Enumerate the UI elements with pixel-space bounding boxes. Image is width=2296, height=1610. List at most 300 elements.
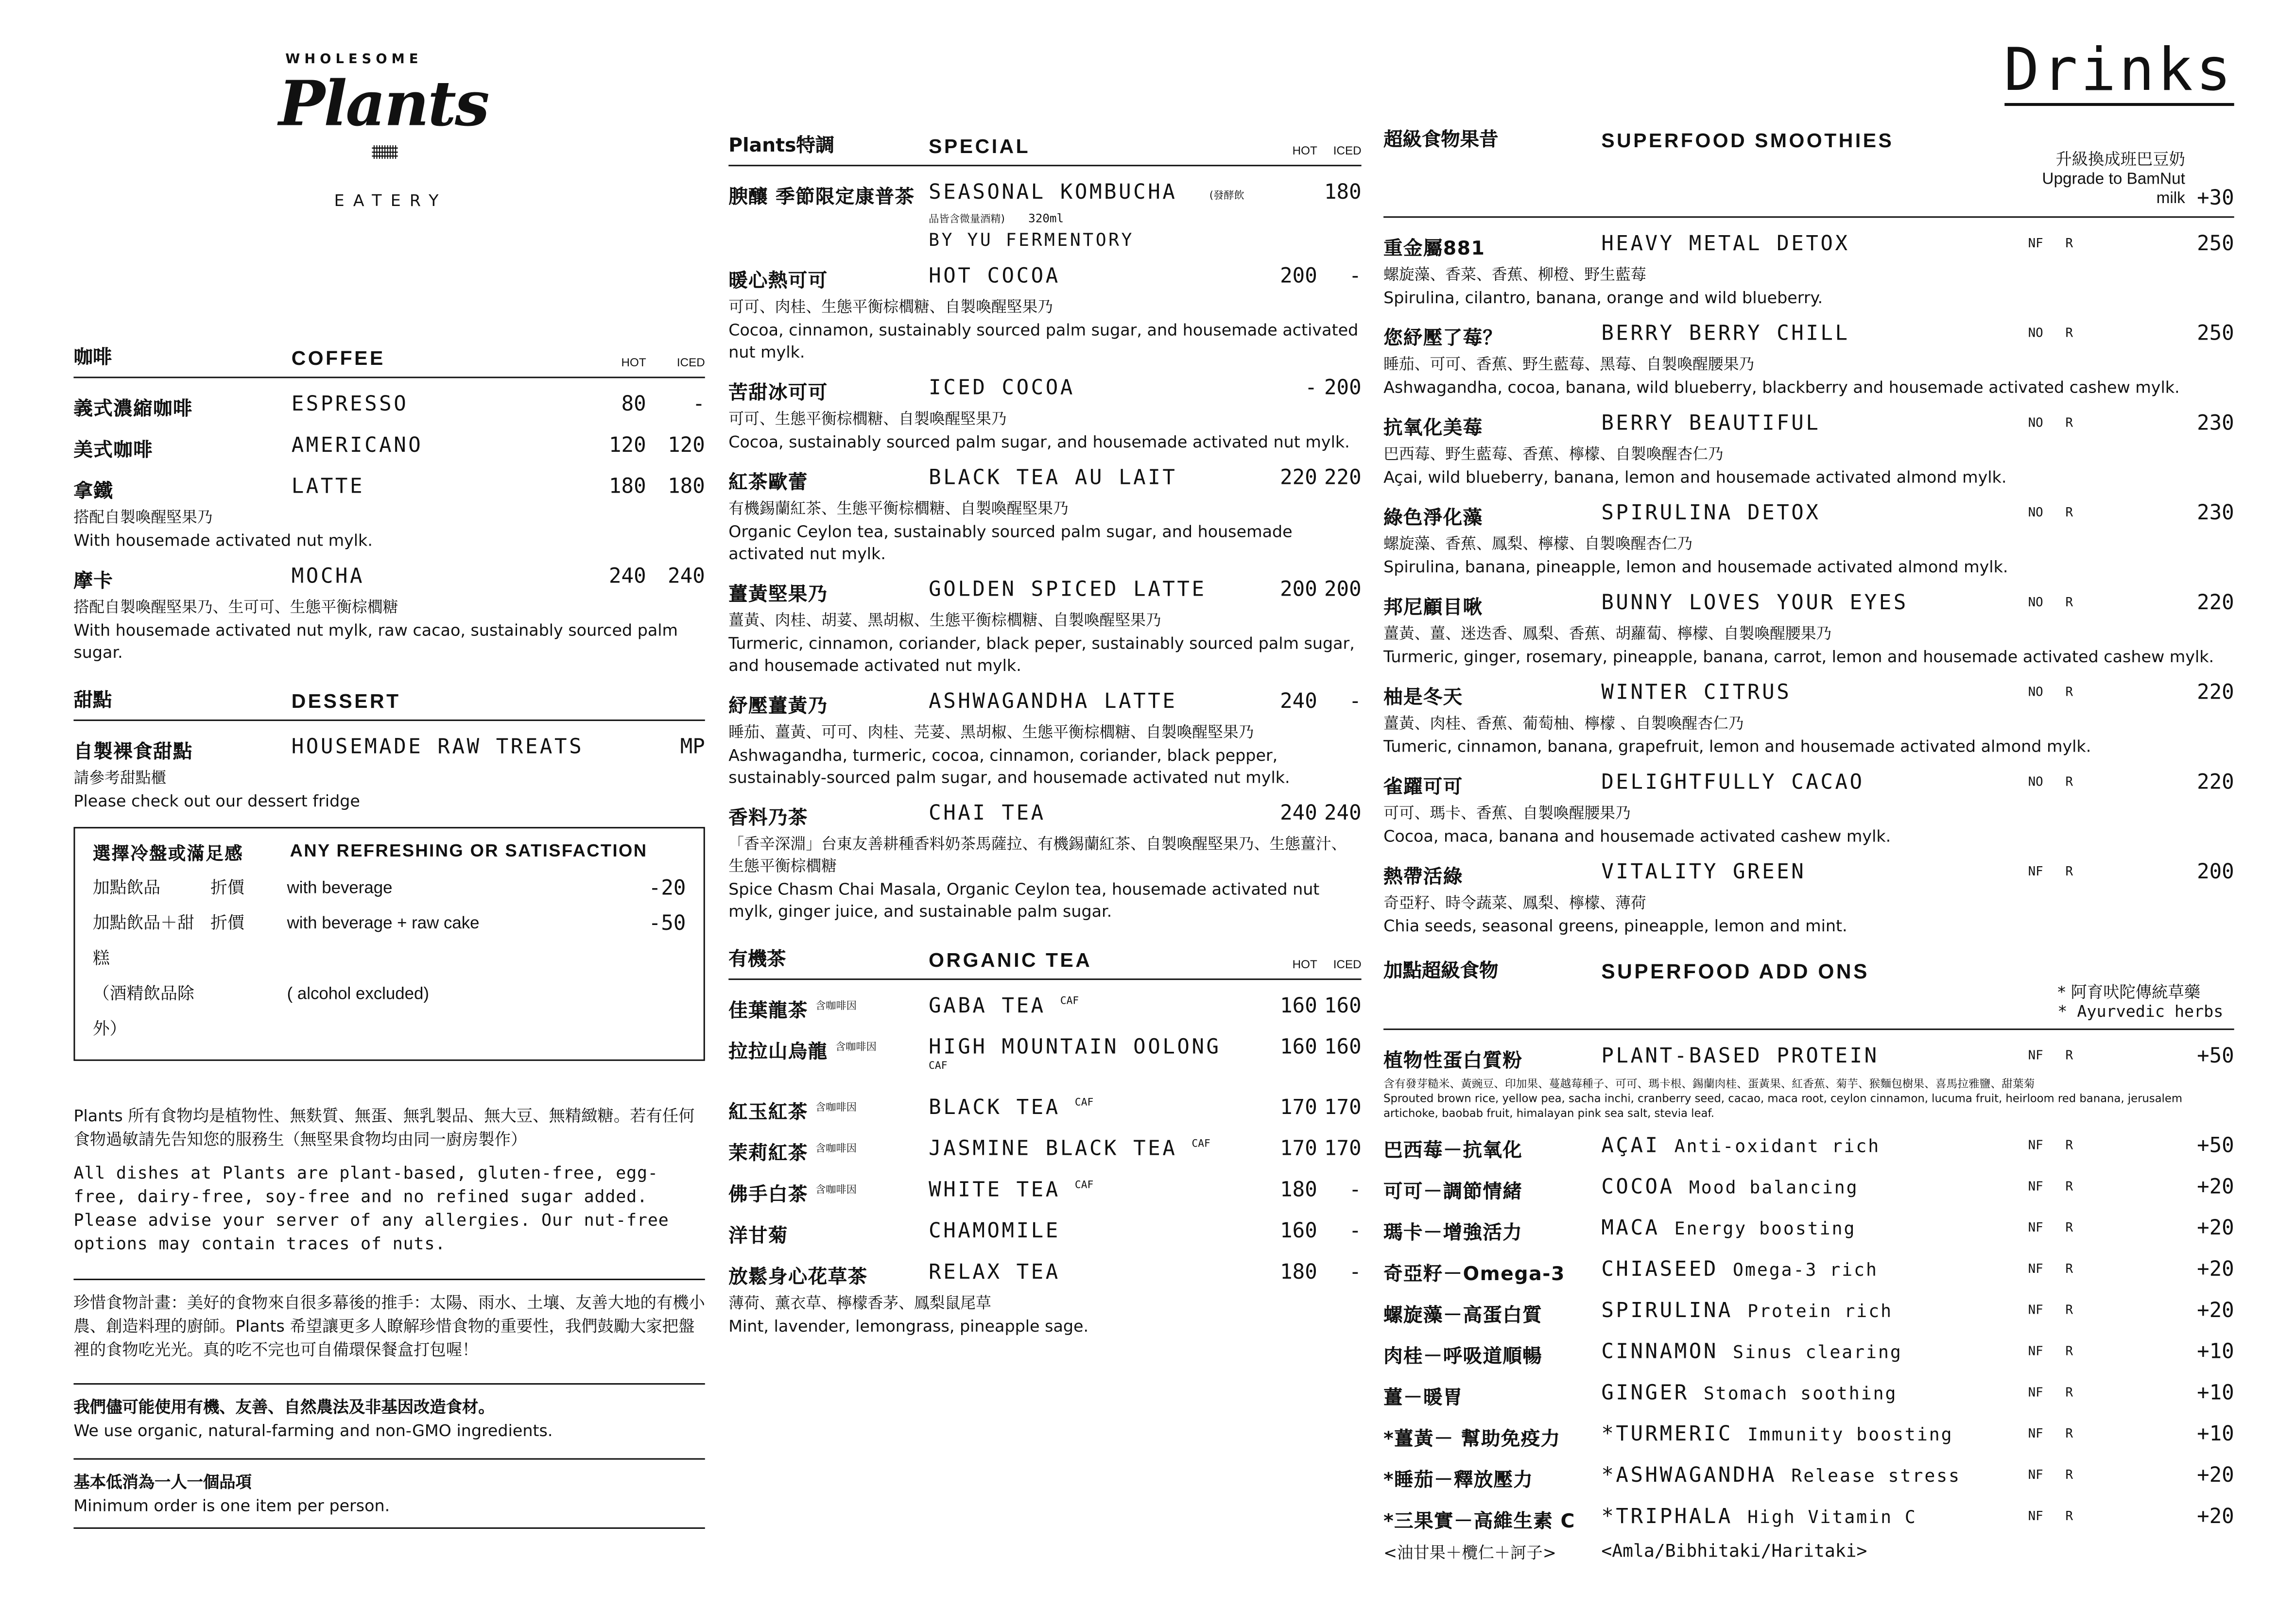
item-description xyxy=(728,499,1361,565)
item-name-en: MACA Energy boosting xyxy=(1601,1216,1856,1241)
hot-price: 200 xyxy=(1280,578,1317,602)
description-zh: 巴西莓、野生藍莓、香蕉、檸檬、自製喚醒杏仁乃 xyxy=(1383,445,1724,464)
description-zh: 螺旋藻、香菜、香蕉、柳橙、野生藍莓 xyxy=(1383,266,1646,284)
diet-tags: NO R xyxy=(2028,775,2073,790)
item-name-en: BLACK TEA AU LAIT xyxy=(929,466,1177,490)
item-name-zh: 美式咖啡 xyxy=(73,440,154,462)
item-name-en: BUNNY LOVES YOUR EYES xyxy=(1601,591,1908,616)
menu-item xyxy=(73,736,705,812)
menu-item xyxy=(1383,1258,2234,1286)
item-description xyxy=(73,768,705,812)
price: +10 xyxy=(2197,1340,2234,1364)
item-name-en: *TURMERIC Immunity boosting xyxy=(1601,1422,1953,1447)
description-en: Spirulina, banana, pineapple, lemon and housemade activated almond mylk. xyxy=(1383,557,2008,577)
item-description xyxy=(73,598,705,664)
caffeine-label-zh: 含咖啡因 xyxy=(815,1101,857,1113)
description-zh: 薑黃、肉桂、香蕉、葡萄柚、檸檬 、自製喚醒杏仁乃 xyxy=(1383,715,1744,733)
iced-price: - xyxy=(1349,265,1362,289)
iced-price: - xyxy=(1349,1179,1362,1202)
diet-tags: NO R xyxy=(2028,685,2073,701)
menu-item xyxy=(728,1261,1361,1337)
description-en: Ashwagandha, cocoa, banana, wild blueberry, blackberry and housemade activated cashew mylk. xyxy=(1383,378,2180,397)
item-name-en: VITALITY GREEN xyxy=(1601,860,1806,885)
item-description xyxy=(1383,804,2234,848)
price: 250 xyxy=(2197,322,2234,346)
iced-price: - xyxy=(692,393,705,417)
menu-item xyxy=(728,578,1361,677)
iced-label: ICED xyxy=(1333,958,1362,972)
item-description xyxy=(728,297,1361,363)
combo-row-value: -50 xyxy=(648,912,686,936)
item-name-en: WHITE TEA $^{CAF}$ xyxy=(929,1179,1094,1202)
item-name-zh: 雀躍可可 xyxy=(1383,777,1463,799)
diet-tags: NF R xyxy=(2028,1468,2073,1484)
caffeine-label: CAF xyxy=(1074,1179,1094,1191)
allergy-note-zh: Plants 所有食物均是植物性、無麩質、無蛋、無乳製品、無大豆、無精緻糖。若有任何食物過敏請先告知您的服務生（無堅果食物均由同一廚房製作） xyxy=(73,1106,695,1149)
combo-row-discount: 折價 xyxy=(210,880,244,898)
item-benefit: High Vitamin C xyxy=(1747,1507,1917,1527)
hot-price: - xyxy=(1305,377,1317,400)
menu-item xyxy=(1383,322,2234,398)
combo-row-discount xyxy=(210,977,287,1047)
item-description xyxy=(1383,714,2234,758)
menu-item xyxy=(1383,592,2234,668)
menu-item xyxy=(1383,861,2234,937)
menu-item xyxy=(1383,1340,2234,1369)
item-name-en: CHAMOMILE xyxy=(929,1219,1060,1244)
iced-price: 180 xyxy=(668,475,705,499)
item-name-zh: 植物性蛋白質粉 xyxy=(1383,1050,1523,1073)
iced-price: 160 xyxy=(1324,994,1362,1018)
item-name-en: WINTER CITRUS xyxy=(1601,681,1792,705)
caffeine-label: CAF xyxy=(1060,995,1079,1007)
item-name-zh: *薑黃－ 幫助免疫力 xyxy=(1383,1428,1561,1451)
section-title-zh: 超級食物果昔 xyxy=(1383,129,1499,152)
item-name-zh: 薑－暖胃 xyxy=(1383,1387,1463,1410)
item-name-zh: 放鬆身心花草茶 xyxy=(728,1267,868,1289)
menu-item xyxy=(728,1137,1361,1165)
item-description xyxy=(1383,265,2234,309)
item-description xyxy=(1383,355,2234,399)
diet-tags: NF R xyxy=(2028,865,2073,880)
item-name-zh: 腴釀 季節限定康普茶 xyxy=(728,187,915,209)
item-name-en: *TRIPHALA High Vitamin C xyxy=(1601,1505,1917,1529)
description-en: Spice Chasm Chai Masala, Organic Ceylon tea, housemade activated nut mylk, ginger juice, and sustainable palm sugar. xyxy=(728,880,1320,922)
item-description xyxy=(1383,893,2234,937)
hot-price: 170 xyxy=(1280,1096,1317,1120)
item-name-zh: 自製裸食甜點 xyxy=(73,741,193,764)
logo-eatery: EATERY xyxy=(334,191,448,211)
menu-item xyxy=(1383,1299,2234,1327)
menu-item xyxy=(1383,771,2234,847)
logo-wholesome: WHOLESOME xyxy=(285,53,423,68)
hot-price: 120 xyxy=(609,434,646,458)
hot-price: 160 xyxy=(1280,994,1317,1018)
item-name-en: GABA TEA $^{CAF}$ xyxy=(929,994,1079,1018)
diet-tags: NO R xyxy=(2028,596,2073,611)
menu-item xyxy=(1383,681,2234,757)
menu-item xyxy=(1383,1423,2234,1451)
item-name-zh: 肉桂－呼吸道順暢 xyxy=(1383,1346,1543,1369)
section-title-en: DESSERT xyxy=(291,690,401,712)
minimum-note-en: Minimum order is one item per person. xyxy=(73,1496,390,1516)
item-benefit: Sinus clearing xyxy=(1733,1342,1902,1363)
item-name-en: JASMINE BLACK TEA $^{CAF}$ xyxy=(929,1137,1210,1161)
item-name-en: BERRY BERRY CHILL xyxy=(1601,322,1850,346)
diet-tags: NO R xyxy=(2028,326,2073,342)
menu-item xyxy=(728,466,1361,565)
item-name-en: AÇAI Anti-oxidant rich xyxy=(1601,1134,1881,1158)
item-description xyxy=(73,508,705,552)
menu-item xyxy=(73,434,705,462)
iced-price: - xyxy=(1349,1219,1362,1244)
hot-price: 240 xyxy=(1280,690,1317,714)
description-en: Mint, lavender, lemongrass, pineapple sage. xyxy=(728,1317,1089,1336)
item-name-zh: 紅茶歐蕾 xyxy=(728,472,808,495)
item-name-zh: 暖心熱可可 xyxy=(728,271,828,293)
description-en: Turmeric, cinnamon, coriander, black peper, sustainably sourced palm sugar, and housemade activated nut mylk. xyxy=(728,634,1355,676)
page-title: Drinks xyxy=(2004,41,2234,106)
section-title-zh: Plants特調 xyxy=(728,135,835,158)
herb-note-en: * Ayurvedic herbs xyxy=(2057,1002,2224,1021)
price: 220 xyxy=(2197,591,2234,616)
item-name-zh: 您紓壓了莓？ xyxy=(1383,328,1503,350)
item-name-en: PLANT-BASED PROTEIN xyxy=(1601,1045,1879,1068)
price: +20 xyxy=(2197,1216,2234,1241)
item-name-zh: 香料乃茶 xyxy=(728,807,808,830)
combo-row xyxy=(93,977,686,1047)
item-description xyxy=(1383,1077,2234,1121)
item-description xyxy=(728,611,1361,677)
item-name-zh: *睡茄－釋放壓力 xyxy=(1383,1470,1534,1492)
hot-price: 170 xyxy=(1280,1137,1317,1161)
menu-item xyxy=(728,690,1361,789)
item-benefit: Omega-3 rich xyxy=(1733,1259,1878,1281)
herb-note-zh: * 阿育吠陀傳統草藥 xyxy=(2057,983,2201,1002)
item-name-en: SEASONAL KOMBUCHA (發酵飲品皆含微量酒精) 320ml BY YU FERMENTORY xyxy=(929,181,1244,250)
item-name-en: DELIGHTFULLY CACAO xyxy=(1601,771,1864,795)
item-name-en: MOCHA xyxy=(291,565,365,589)
menu-item xyxy=(1383,1464,2234,1492)
hot-price: 240 xyxy=(609,565,646,589)
item-description xyxy=(728,409,1361,453)
iced-label: ICED xyxy=(1333,144,1362,158)
iced-price: 170 xyxy=(1324,1137,1362,1161)
menu-item xyxy=(728,377,1361,453)
description-en: Ashwagandha, turmeric, cocoa, cinnamon, coriander, black pepper, sustainably-sourced palm sugar, and housemade activated nut mylk. xyxy=(728,746,1290,788)
combo-title-en: ANY REFRESHING OR SATISFACTION xyxy=(290,840,648,861)
item-description xyxy=(1383,624,2234,668)
caffeine-label-zh: 含咖啡因 xyxy=(815,1000,857,1012)
description-zh: 薄荷、薰衣草、檸檬香茅、鳳梨鼠尾草 xyxy=(728,1295,991,1313)
hot-price: 220 xyxy=(1280,466,1317,490)
hot-price: 180 xyxy=(1280,1179,1317,1202)
menu-item xyxy=(73,565,705,664)
item-name-zh: 巴西莓－抗氧化 xyxy=(1383,1140,1523,1163)
combo-row xyxy=(93,871,686,907)
price: +20 xyxy=(2197,1176,2234,1199)
menu-item xyxy=(73,393,705,421)
menu-item xyxy=(1383,1505,2234,1533)
description-en: Sprouted brown rice, yellow pea, sacha inchi, cranberry seed, cacao, maca root, ceylon cinnamon, lucuma fruit, heirloom red banana, jerusalem artichoke, baobab fruit, himalayan pink sea salt, stevia leaf. xyxy=(1383,1092,2183,1120)
food-saving-note: 珍惜食物計畫：美好的食物來自很多幕後的推手：太陽、雨水、土壤、友善大地的有機小農、創造料理的廚師。Plants 希望讓更多人瞭解珍惜食物的重要性，我們鼓勵大家把盤裡的食物吃光光。真的吃不完也可自備環保餐盒打包喔！ xyxy=(73,1293,705,1360)
caffeine-label: CAF xyxy=(929,1060,948,1072)
iced-price: 120 xyxy=(668,434,705,458)
item-name-zh: 紓壓薑黃乃 xyxy=(728,696,828,719)
price: 220 xyxy=(2197,681,2234,705)
hot-label: HOT xyxy=(621,356,646,370)
description-zh: 薑黃、肉桂、胡荽、黑胡椒、生態平衡棕櫚糖、自製喚醒堅果乃 xyxy=(728,612,1161,630)
iced-price: 220 xyxy=(1324,466,1362,490)
description-en: Chia seeds, seasonal greens, pineapple, lemon and mint. xyxy=(1383,916,1847,936)
iced-price: - xyxy=(1349,690,1362,714)
menu-item xyxy=(728,181,1361,252)
item-name-en: RELAX TEA xyxy=(929,1261,1060,1285)
section-title-en: COFFEE xyxy=(291,347,385,370)
organic-note-zh: 我們儘可能使用有機、友善、自然農法及非基因改造食材。 xyxy=(73,1398,495,1417)
description-zh: 搭配自製喚醒堅果乃、生可可、生態平衡棕櫚糖 xyxy=(73,599,398,617)
item-name-en: *ASHWAGANDHA Release stress xyxy=(1601,1464,1961,1488)
triphala-note-zh: <油甘果＋欖仁＋訶子> xyxy=(1383,1543,1556,1563)
upgrade-label-en: Upgrade to BamNut milk xyxy=(2042,171,2185,208)
item-name-zh: 奇亞籽－Omega-3 xyxy=(1383,1264,1565,1286)
item-benefit: Protein rich xyxy=(1747,1301,1893,1321)
diet-tags: NF R xyxy=(2028,1049,2073,1064)
price: 230 xyxy=(2197,412,2234,436)
combo-row-zh: 加點飲品 xyxy=(92,880,161,898)
special-section-header xyxy=(728,130,1361,167)
hot-price: 160 xyxy=(1280,1219,1317,1244)
item-name-en: GOLDEN SPICED LATTE xyxy=(929,578,1207,602)
logo-brand: Plants xyxy=(278,68,488,140)
description-zh: 可可、肉桂、生態平衡棕櫚糖、自製喚醒堅果乃 xyxy=(728,298,1053,317)
price: +50 xyxy=(2197,1045,2234,1068)
dessert-section-header xyxy=(73,684,705,721)
diet-tags: NF R xyxy=(2028,1221,2073,1236)
item-name-en: SPIRULINA DETOX xyxy=(1601,501,1821,526)
item-name-zh: 熱帶活綠 xyxy=(1383,866,1463,889)
combo-row-zh: （酒精飲品除外） xyxy=(92,986,194,1039)
iced-price: 170 xyxy=(1324,1096,1362,1120)
iced-label: ICED xyxy=(676,356,705,370)
price: 220 xyxy=(2197,771,2234,795)
price: 230 xyxy=(2197,501,2234,526)
triphala-note-en: <Amla/Bibhitaki/Haritaki> xyxy=(1601,1541,1867,1561)
menu-item xyxy=(1383,412,2234,488)
diet-tags: NF R xyxy=(2028,1180,2073,1195)
combo-discount-box xyxy=(73,827,705,1061)
menu-item xyxy=(73,475,705,551)
diet-tags: NF R xyxy=(2028,1386,2073,1401)
item-name-zh: 苦甜冰可可 xyxy=(728,382,828,405)
description-en: With housemade activated nut mylk. xyxy=(73,531,373,550)
description-zh: 請參考甜點櫃 xyxy=(73,770,167,788)
price: +20 xyxy=(2197,1464,2234,1488)
price: +10 xyxy=(2197,1382,2234,1405)
diet-tags: NO R xyxy=(2028,506,2073,521)
menu-item xyxy=(728,1179,1361,1207)
description-zh: 「香辛深淵」台東友善耕種香料奶茶馬薩拉、有機錫蘭紅茶、自製喚醒堅果乃、生態薑汁、生態平衡棕櫚糖 xyxy=(728,836,1347,876)
menu-item xyxy=(728,265,1361,363)
item-benefit: Energy boosting xyxy=(1674,1218,1856,1239)
hot-price: 200 xyxy=(1280,265,1317,289)
menu-item xyxy=(1383,1045,2234,1121)
combo-row xyxy=(93,907,686,977)
hot-price: 80 xyxy=(621,393,646,417)
item-name-en: HIGH MOUNTAIN OOLONG $^{CAF}$ xyxy=(929,1036,1221,1072)
diet-tags: NO R xyxy=(2028,416,2073,431)
iced-price: 200 xyxy=(1324,377,1362,400)
description-en: Açai, wild blueberry, banana, lemon and housemade activated almond mylk. xyxy=(1383,468,2007,487)
item-name-zh: 拉拉山烏龍 $^{含咖啡因}$ xyxy=(728,1041,877,1064)
item-name-zh: 柚是冬天 xyxy=(1383,687,1463,709)
upgrade-label-zh: 升級換成班巴豆奶 xyxy=(2055,151,2185,170)
item-name-en: ESPRESSO xyxy=(291,393,409,417)
item-name-en: HOT COCOA xyxy=(929,265,1060,289)
item-name-zh: 重金屬881 xyxy=(1383,238,1485,261)
menu-item xyxy=(1383,1134,2234,1163)
menu-item xyxy=(728,994,1361,1023)
description-en: Please check out our dessert fridge xyxy=(73,791,360,811)
item-name-zh: 綠色淨化藻 xyxy=(1383,507,1483,530)
iced-price: 180 xyxy=(1324,181,1362,205)
item-name-zh: 邦尼顧目啾 xyxy=(1383,597,1483,620)
diet-tags: NF R xyxy=(2028,1345,2073,1360)
description-en: Cocoa, sustainably sourced palm sugar, and housemade activated nut mylk. xyxy=(728,432,1350,452)
combo-title-zh: 選擇冷盤或滿足感 xyxy=(92,843,243,864)
diet-tags: NF R xyxy=(2028,1139,2073,1154)
item-benefit: Immunity boosting xyxy=(1747,1424,1953,1445)
item-name-en: HOUSEMADE RAW TREATS xyxy=(291,736,584,759)
hot-price: 240 xyxy=(1280,802,1317,826)
description-en: Cocoa, cinnamon, sustainably sourced palm sugar, and housemade activated nut mylk. xyxy=(728,321,1359,362)
caffeine-label: CAF xyxy=(1191,1138,1210,1150)
upgrade-price: +30 xyxy=(2197,187,2234,211)
hot-label: HOT xyxy=(1292,144,1317,158)
section-title-zh: 有機茶 xyxy=(728,949,786,972)
allergy-note-en: All dishes at Plants are plant-based, gluten-free, egg-free, dairy-free, soy-free and no refined sugar added. Please advise your server of any allergies. Our nut-free options may contain traces of nuts. xyxy=(73,1162,669,1254)
item-name-zh: 紅玉紅茶 $^{含咖啡因}$ xyxy=(728,1101,857,1125)
hot-price: 180 xyxy=(609,475,646,499)
item-description xyxy=(1383,534,2234,578)
iced-price: 240 xyxy=(668,565,705,589)
section-title-en: ORGANIC TEA xyxy=(929,949,1092,972)
menu-item xyxy=(1383,233,2234,309)
item-name-zh: 茉莉紅茶 $^{含咖啡因}$ xyxy=(728,1143,857,1165)
description-en: Cocoa, maca, banana and housemade activated cashew mylk. xyxy=(1383,827,1891,846)
description-en: Spirulina, cilantro, banana, orange and wild blueberry. xyxy=(1383,288,1823,308)
price: +20 xyxy=(2197,1505,2234,1529)
hot-label: HOT xyxy=(1292,958,1317,972)
combo-row-en: with beverage xyxy=(287,880,393,898)
caffeine-label-zh: 含咖啡因 xyxy=(815,1184,857,1196)
hot-price: 160 xyxy=(1280,1036,1317,1060)
diet-tags: NF R xyxy=(2028,1303,2073,1319)
item-description xyxy=(728,834,1361,923)
menu-item xyxy=(728,802,1361,923)
minimum-note-zh: 基本低消為一人一個品項 xyxy=(73,1473,252,1492)
item-name-en: ASHWAGANDHA LATTE xyxy=(929,690,1177,714)
item-name-en: LATTE xyxy=(291,475,365,499)
item-name-zh: 拿鐵 xyxy=(73,481,114,503)
caffeine-label-zh: 含咖啡因 xyxy=(835,1041,877,1053)
item-name-en: COCOA Mood balancing xyxy=(1601,1176,1859,1199)
description-en: Organic Ceylon tea, sustainably sourced palm sugar, and housemade activated nut mylk. xyxy=(728,522,1293,564)
item-name-zh: *三果實－高維生素 C xyxy=(1383,1511,1575,1534)
item-name-zh: 摩卡 xyxy=(73,571,114,593)
menu-item xyxy=(1383,502,2234,578)
description-zh: 奇亞籽、時令蔬菜、鳳梨、檸檬、薄荷 xyxy=(1383,894,1646,912)
section-title-zh: 咖啡 xyxy=(73,347,112,370)
item-name-zh: 瑪卡－增強活力 xyxy=(1383,1222,1523,1245)
combo-row-discount: 折價 xyxy=(210,915,244,933)
combo-row-value xyxy=(627,977,686,1047)
item-name-en: GINGER Stomach soothing xyxy=(1601,1382,1898,1405)
producer: BY YU FERMENTORY xyxy=(929,229,1134,250)
addons-section-header xyxy=(1383,955,2234,1030)
volume: 320ml xyxy=(1028,212,1064,225)
item-benefit: Release stress xyxy=(1791,1465,1961,1487)
price: +10 xyxy=(2197,1422,2234,1447)
description-en: Turmeric, ginger, rosemary, pineapple, banana, carrot, lemon and housemade activated cashew mylk. xyxy=(1383,647,2214,667)
item-name-en: SPIRULINA Protein rich xyxy=(1601,1299,1893,1323)
price: 200 xyxy=(2197,860,2234,885)
plants-logo xyxy=(262,53,505,210)
hot-price: 180 xyxy=(1280,1261,1317,1285)
description-zh: 螺旋藻、香蕉、鳳梨、檸檬、自製喚醒杏仁乃 xyxy=(1383,535,1693,553)
organic-note-en: We use organic, natural-farming and non-GMO ingredients. xyxy=(73,1421,553,1441)
alcohol-note: (發酵飲品皆含微量酒精) xyxy=(929,189,1244,225)
item-name-zh: 螺旋藻－高蛋白質 xyxy=(1383,1305,1543,1327)
item-benefit: Stomach soothing xyxy=(1703,1383,1898,1404)
section-title-zh: 加點超級食物 xyxy=(1383,960,1499,983)
combo-row-value: -20 xyxy=(648,877,686,901)
section-title-en: SUPERFOOD ADD ONS xyxy=(1601,959,1869,983)
price: 250 xyxy=(2197,232,2234,257)
item-name-en: CHAI TEA xyxy=(929,802,1046,826)
tea-section-header xyxy=(728,943,1361,980)
price: +20 xyxy=(2197,1299,2234,1323)
item-name-zh: 可可－調節情緒 xyxy=(1383,1182,1523,1204)
item-name-en: BLACK TEA $^{CAF}$ xyxy=(929,1096,1094,1120)
price: +20 xyxy=(2197,1258,2234,1282)
coffee-section-header xyxy=(73,342,705,378)
description-zh: 可可、瑪卡、香蕉、自製喚醒腰果乃 xyxy=(1383,805,1631,823)
description-zh: 搭配自製喚醒堅果乃 xyxy=(73,509,213,527)
item-benefit: Anti-oxidant rich xyxy=(1674,1136,1881,1157)
menu-item xyxy=(728,1096,1361,1124)
description-zh: 有機錫蘭紅茶、生態平衡棕櫚糖、自製喚醒堅果乃 xyxy=(728,500,1069,518)
menu-item xyxy=(1383,1382,2234,1410)
item-name-zh: 佳葉龍茶 $^{含咖啡因}$ xyxy=(728,1000,857,1023)
description-en: With housemade activated nut mylk, raw cacao, sustainably sourced palm sugar. xyxy=(73,621,678,662)
description-en: Tumeric, cinnamon, banana, grapefruit, lemon and housemade activated almond mylk. xyxy=(1383,737,2091,756)
item-name-en: CINNAMON Sinus clearing xyxy=(1601,1340,1902,1364)
item-name-en: BERRY BEAUTIFUL xyxy=(1601,412,1821,436)
item-name-en: HEAVY METAL DETOX xyxy=(1601,232,1850,257)
wheat-icon: ⩩⩩⩩ xyxy=(371,141,396,165)
item-description xyxy=(728,722,1361,788)
diet-tags: NF R xyxy=(2028,237,2073,252)
combo-row-en: with beverage + raw cake xyxy=(287,915,480,933)
combo-row-en: ( alcohol excluded) xyxy=(287,986,429,1004)
menu-item xyxy=(728,1220,1361,1248)
item-description xyxy=(1383,445,2234,489)
menu-item xyxy=(1383,1217,2234,1245)
iced-price: 200 xyxy=(1324,578,1362,602)
menu-item xyxy=(728,1036,1361,1083)
item-name-en: CHIASEED Omega-3 rich xyxy=(1601,1258,1878,1282)
